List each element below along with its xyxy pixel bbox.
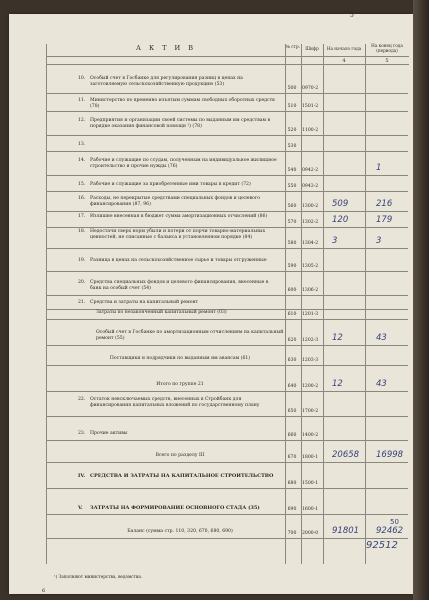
col-cipher-header: Шифр: [305, 46, 319, 51]
row-label: ЗАТРАТЫ НА ФОРМИРОВАНИЕ ОСНОВНОГО СТАДА (35): [90, 505, 260, 511]
balance-correction: 92512: [366, 540, 398, 551]
row-number: 13.: [78, 142, 86, 147]
row-number: V.: [78, 505, 83, 511]
value-end: 179: [376, 215, 393, 225]
row-cipher: 1600-1: [302, 507, 319, 512]
row-code: 600: [287, 288, 297, 293]
value-end: 43: [376, 333, 387, 343]
row-label: Затраты по незаконченный капитальный ремонт (03): [96, 310, 227, 315]
colnum-end: 5: [385, 58, 389, 64]
row-code: 550: [287, 184, 297, 189]
row-cipher: 1304-2: [302, 241, 319, 246]
row-number: 18.: [78, 229, 86, 234]
binding-spine: [413, 0, 429, 600]
row-code: 610: [287, 312, 297, 317]
row-number: IV.: [78, 473, 86, 479]
row-code: 560: [287, 204, 297, 209]
row-cipher: 1200-2: [302, 384, 319, 389]
row-number: 17.: [78, 214, 86, 219]
row-label: Средства и затраты на капитальный ремонт: [90, 300, 199, 305]
value-end: 1: [376, 163, 382, 173]
row-code: 640: [287, 384, 297, 389]
row-cipher: 1302-2: [302, 220, 319, 225]
row-code: 520: [287, 128, 297, 133]
value-start: 12: [332, 379, 343, 389]
row-label: Предприятия и организации своей системы по выданным им средствам в порядке оказания финансовой помощи ¹) (78): [90, 118, 271, 130]
row-cipher: 1203-3: [302, 358, 319, 363]
row-cipher: 1201-3: [302, 312, 319, 317]
row-number: 11.: [78, 98, 86, 103]
row-cipher: 1400-2: [302, 433, 319, 438]
row-label: Поставщики и подрядчики по выданным им авансам (61): [109, 356, 251, 361]
row-code: 630: [287, 358, 297, 363]
row-cipher: 1700-2: [302, 409, 319, 414]
row-code: 530: [287, 144, 297, 149]
value-start: 3: [332, 236, 338, 246]
row-code: 690: [287, 507, 297, 512]
value-end: 3: [376, 236, 382, 246]
row-cipher: 0942-2: [302, 168, 319, 173]
corner-mark: 5: [350, 12, 354, 19]
row-code: 540: [287, 168, 297, 173]
value-end: 92462: [376, 526, 404, 536]
row-cipher: 1305-2: [302, 264, 319, 269]
row-number: 20.: [78, 280, 86, 285]
value-end: 43: [376, 379, 387, 389]
value-start: 91801: [332, 526, 360, 536]
row-cipher: 1501-2: [302, 104, 319, 109]
row-cipher: 1306-2: [302, 288, 319, 293]
page-number: 6: [42, 588, 46, 594]
row-cipher: 1202-3: [302, 338, 319, 343]
row-label: Особый счет в Госбанке по амортизационным отчислениям на капитальный ремонт (55): [96, 330, 284, 342]
col-start-header: На начало года: [326, 46, 362, 51]
row-cipher: 1800-1: [302, 455, 319, 460]
row-label: Рабочие и служащие по ссудам, полученным на индивидуальное жилищное строительство и прочие нужды (76): [90, 158, 277, 170]
row-number: 15.: [78, 182, 86, 187]
row-code: 700: [287, 531, 297, 536]
row-label: Остаток невсключаемых средств, внесенных в Стройбанк для финансирования капитальных вложений по государственному плану: [90, 397, 260, 409]
row-code: 660: [287, 433, 297, 438]
row-label: Излишне внесенная в бюджет сумма амортизационных отчислений (86): [90, 214, 268, 219]
row-number: 21.: [78, 300, 86, 305]
row-code: 590: [287, 264, 297, 269]
row-cipher: 1500-1: [302, 481, 319, 486]
value-start: 509: [332, 199, 349, 209]
row-label: Рабочие и служащие за приобретенные ими товары в кредит (72): [90, 182, 251, 187]
row-label: Разница в ценах на сельскохозяйственное сырье и товары отгруженные: [90, 258, 267, 263]
row-label: Расходы, не перекрытые средствами специальных фондов и целевого финансирования (87, 96): [90, 196, 260, 208]
row-cipher: 0943-2: [302, 184, 319, 189]
row-code: 500: [287, 86, 297, 91]
value-start: 20658: [332, 450, 360, 460]
row-cipher: 2000-0: [302, 531, 319, 536]
row-number: 10.: [78, 76, 86, 81]
table-title: А К Т И В: [136, 44, 196, 52]
row-label: Недостачи сверх норм убыли и потери от порчи товарно-материальных ценностей, не списанные с баланса в установленном порядке (84): [90, 229, 266, 241]
row-code: 620: [287, 338, 297, 343]
row-cipher: 0970-2: [302, 86, 319, 91]
row-label: Всего по разделу III: [155, 453, 205, 458]
row-code: 670: [287, 455, 297, 460]
value-end: 216: [376, 199, 393, 209]
row-cipher: 1100-2: [302, 128, 319, 133]
row-number: 14.: [78, 158, 86, 163]
row-label: Особый счет в Госбанке для регулирования разниц в ценах на заготовляемую сельскохозяйственную продукцию (53): [90, 76, 243, 88]
row-label: Прочие активы: [90, 431, 128, 436]
row-number: 16.: [78, 196, 86, 201]
value-end: 16998: [376, 450, 404, 460]
row-label: Министерство по временно изъятым суммам свободных оборотных средств (78): [90, 98, 275, 110]
row-code: 570: [287, 220, 297, 225]
col-end-header: На конец года (периода): [371, 43, 403, 53]
value-start: 120: [332, 215, 349, 225]
row-label: Баланс (сумма стр. 110, 320, 670, 680, 690): [127, 529, 233, 534]
value-start: 12: [332, 333, 343, 343]
row-label: СРЕДСТВА И ЗАТРАТЫ НА КАПИТАЛЬНОЕ СТРОИТЕЛЬСТВО: [90, 473, 274, 479]
row-label: Средства специальных фондов и целевого финансирования, внесенные в банк на особый счет (54): [90, 280, 269, 292]
row-number: 23.: [78, 431, 86, 436]
row-number: 19.: [78, 258, 86, 263]
row-code: 680: [287, 481, 297, 486]
row-cipher: 1300-2: [302, 204, 319, 209]
balance-superscript: 50: [390, 518, 399, 526]
row-code: 580: [287, 241, 297, 246]
row-number: 22.: [78, 397, 86, 402]
row-number: 12.: [78, 118, 86, 123]
row-code: 510: [287, 104, 297, 109]
colnum-start: 4: [342, 58, 346, 64]
col-code-header: № стр.: [286, 44, 300, 49]
row-label: Итого по группе 21: [156, 382, 204, 387]
row-code: 650: [287, 409, 297, 414]
footnote: ¹) Заполняют министерства, ведомства.: [54, 574, 143, 579]
